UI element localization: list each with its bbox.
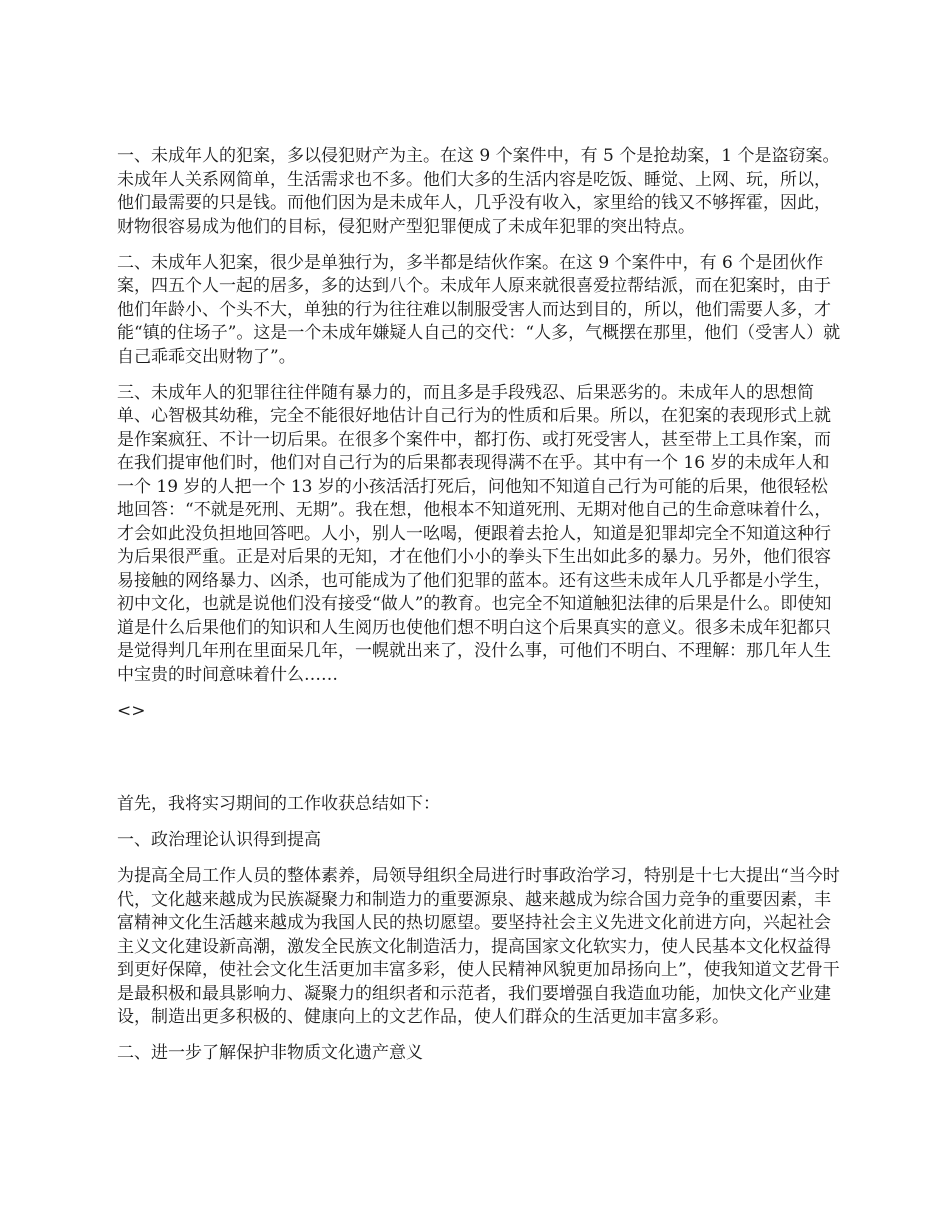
paragraph-violent-crime: 三、未成年人的犯罪往往伴随有暴力的，而且多是手段残忍、后果恶劣的。未成年人的思想简单、心智极其幼稚，完全不能很好地估计自己行为的性质和后果。所以，在犯案的表现形式上就是作案疯狂、不计一切后果。在很多个案件中，都打伤、或打死受害人，甚至带上工具作案，而在我们提审他们时，他们对自己行为的后果都表现得满不在乎。其中有一个 16 岁的未成年人和一个 19 岁的人把一个 13 岁的小孩活活打死后，问他知不知道自己行为可能的后果，他很轻松地回答：“不就是死刑、无期”。我在想，他根本不知道死刑、无期对他自己的生命意味着什么，才会如此没负担地回答吧。人小，别人一吆喝，便跟着去抢人，知道是犯罪却完全不知道这种行为后果很严重。正是对后果的无知，才在他们小小的拳头下生出如此多的暴力。另外，他们很容易接触的网络暴力、凶杀，也可能成为了他们犯罪的蓝本。还有这些未成年人几乎都是小学生，初中文化，也就是说他们没有接受“做人”的教育。也完全不知道触犯法律的后果是什么。即使知道是什么后果他们的知识和人生阅历也使他们想不明白这个后果真实的意义。很多未成年犯都只是觉得判几年刑在里面呆几年，一幌就出来了，没什么事，可他们不明白、不理解：那几年人生中宝贵的时间意味着什么…… xyxy=(117,382,832,685)
intro-line: 首先，我将实习期间的工作收获总结如下： xyxy=(117,794,440,814)
heading-intangible-heritage: 二、进一步了解保护非物质文化遗产意义 xyxy=(117,1043,423,1063)
angle-bracket-marker: <> xyxy=(117,700,146,721)
paragraph-group-crime: 二、未成年人犯案，很少是单独行为，多半都是结伙作案。在这 9 个案件中，有 6 个是团伙作案，四五个人一起的居多，多的达到八个。未成年人原来就很喜爱拉帮结派，而在犯案时，由于他们年龄小、个头不大，单独的行为往往难以制服受害人而达到目的，所以，他们需要人多，才能“镇的住场子”。这是一个未成年嫌疑人自己的交代：“人多，气概摆在那里，他们（受害人）就自己乖乖交出财物了”。 xyxy=(117,252,841,367)
document-page xyxy=(117,145,841,1078)
heading-political-theory: 一、政治理论认识得到提高 xyxy=(117,830,321,850)
paragraph-property-crime: 一、未成年人的犯案，多以侵犯财产为主。在这 9 个案件中，有 5 个是抢劫案，1 个是盗窃案。未成年人关系网简单，生活需求也不多。他们大多的生活内容是吃饭、睡觉、上网、玩，所以，他们最需要的只是钱。而他们因为是未成年人，几乎没有收入，家里给的钱又不够挥霍，因此，财物很容易成为他们的目标，侵犯财产型犯罪便成了未成年犯罪的突出特点。 xyxy=(117,146,840,237)
paragraph-political-study: 为提高全局工作人员的整体素养，局领导组织全局进行时事政治学习，特别是十七大提出“当今时代，文化越来越成为民族凝聚力和制造力的重要源泉、越来越成为综合国力竞争的重要因素，丰富精神文化生活越来越成为我国人民的热切愿望。要坚持社会主义先进文化前进方向，兴起社会主义文化建设新高潮，激发全民族文化制造活力，提高国家文化软实力，使人民基本文化权益得到更好保障，使社会文化生活更加丰富多彩，使人民精神风貌更加昂扬向上”，使我知道文艺骨干是最积极和最具影响力、凝聚力的组织者和示范者，我们要增强自我造血功能，加快文化产业建设，制造出更多积极的、健康向上的文艺作品，使人们群众的生活更加丰富多彩。 xyxy=(117,866,840,1027)
section-spacer xyxy=(117,723,841,793)
